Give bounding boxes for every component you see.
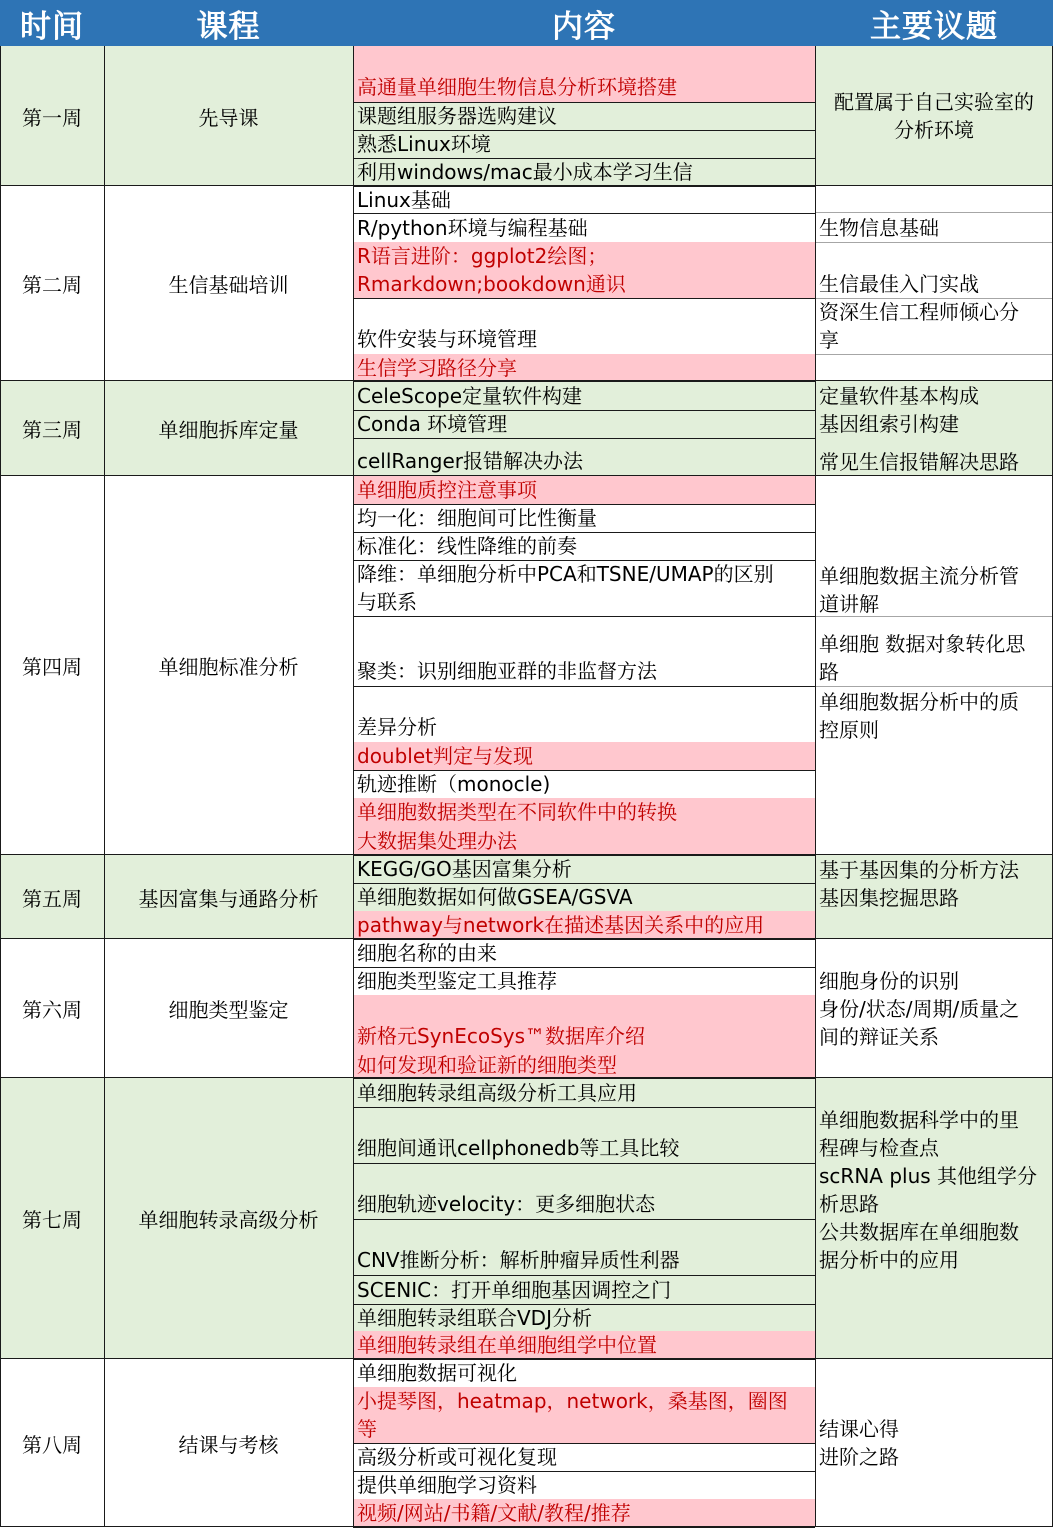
content-item: 提供单细胞学习资料 (357, 1473, 537, 1497)
content-item: Linux基础 (357, 187, 451, 212)
topic-divider (815, 298, 1053, 299)
content-row-border (353, 686, 815, 687)
topic-divider (815, 354, 1053, 355)
content-item: 高通量单细胞生物信息分析环境搭建 (357, 75, 677, 99)
content-item: 降维：单细胞分析中PCA和TSNE/UMAP的区别 与联系 (357, 562, 774, 614)
header-content: 内容 (552, 8, 616, 45)
content-item: 均一化：细胞间可比性衡量 (357, 506, 597, 530)
header-course: 课程 (196, 8, 261, 45)
content-item: 新格元SynEcoSys™数据库介绍 (357, 1024, 646, 1048)
topic-item: 单细胞数据主流分析管 道讲解 (819, 564, 1019, 616)
content-item: 利用windows/mac最小成本学习生信 (357, 160, 693, 184)
content-item: SCENIC：打开单细胞基因调控之门 (357, 1277, 672, 1302)
week-label: 第六周 (22, 998, 82, 1022)
content-item: Conda 环境管理 (357, 412, 508, 436)
content-item: 细胞轨迹velocity：更多细胞状态 (357, 1192, 656, 1216)
content-item: KEGG/GO基因富集分析 (357, 857, 572, 881)
week-label: 第五周 (22, 886, 82, 911)
content-item: pathway与network在描述基因关系中的应用 (357, 913, 765, 937)
content-item: 标准化：线性降维的前奏 (357, 534, 577, 558)
topic-item: 基因组索引构建 (819, 412, 959, 436)
content-row-border (353, 1163, 815, 1164)
content-item: 单细胞质控注意事项 (357, 478, 537, 502)
column-border (104, 46, 105, 1527)
column-border (0, 46, 1, 1527)
content-item: 单细胞数据类型在不同软件中的转换 (357, 800, 677, 824)
content-item: R语言进阶：ggplot2绘图； Rmarkdown;bookdown通识 (357, 244, 626, 296)
content-item: 单细胞数据可视化 (357, 1361, 517, 1385)
course-name: 单细胞拆库定量 (158, 418, 299, 442)
week-label: 第三周 (22, 418, 82, 442)
content-item: 软件安装与环境管理 (357, 327, 537, 351)
content-item: CeleScope定量软件构建 (357, 383, 583, 408)
topic-item: 细胞身份的识别 身份/状态/周期/质量之 间的辩证关系 (819, 969, 1020, 1049)
content-item: 单细胞转录组联合VDJ分析 (357, 1305, 592, 1330)
topic-divider (815, 242, 1053, 243)
content-item: 细胞名称的由来 (357, 941, 497, 965)
content-item: R/python环境与编程基础 (357, 215, 588, 240)
content-item: 单细胞数据如何做GSEA/GSVA (357, 885, 633, 909)
content-row-border (353, 616, 815, 617)
content-item: 轨迹推断（monocle) (357, 772, 551, 796)
content-item: 大数据集处理办法 (357, 828, 517, 853)
content-item: 课题组服务器选购建议 (357, 104, 557, 128)
course-name: 单细胞标准分析 (158, 655, 299, 679)
topic-item: 单细胞 数据对象转化思 路 (819, 632, 1026, 684)
content-item: 熟悉Linux环境 (357, 132, 491, 156)
topic-blank (815, 186, 1053, 212)
content-item: cellRanger报错解决办法 (357, 449, 584, 473)
week-label: 第八周 (22, 1432, 82, 1457)
content-item: 小提琴图，heatmap，network，桑基图，圈图 等 (357, 1389, 788, 1441)
content-item: doublet判定与发现 (357, 744, 534, 768)
week-label: 第二周 (22, 273, 82, 297)
column-border (815, 46, 816, 1527)
topic-blank (815, 476, 1053, 563)
content-row-border (353, 438, 815, 439)
topic-item: 单细胞数据科学中的里 程碑与检查点 scRNA plus 其他组学分 析思路 公共数据库在单细胞数 据分析中的应用 (819, 1108, 1038, 1272)
course-name: 先导课 (198, 105, 259, 130)
topic-item: 结课心得 进阶之路 (819, 1417, 899, 1469)
topic-blank (815, 741, 1053, 855)
header-time: 时间 (20, 8, 84, 45)
topic-divider (815, 686, 1053, 687)
week-label: 第四周 (22, 655, 82, 679)
topic-item: 配置属于自己实验室的 分析环境 (834, 90, 1034, 142)
course-name: 生信基础培训 (168, 273, 289, 297)
column-border (353, 46, 354, 1527)
topic-blank (815, 354, 1053, 381)
header-topics: 主要议题 (870, 8, 998, 45)
course-name: 单细胞转录高级分析 (138, 1208, 319, 1232)
course-name: 细胞类型鉴定 (168, 998, 289, 1022)
week-label: 第一周 (22, 105, 82, 130)
content-item: 单细胞转录组高级分析工具应用 (357, 1080, 637, 1105)
topic-divider (815, 616, 1053, 617)
topic-divider (815, 212, 1053, 213)
content-row-border (353, 1107, 815, 1108)
topic-item: 资深生信工程师倾心分 享 (819, 300, 1019, 352)
content-item: 细胞间通讯cellphonedb等工具比较 (357, 1136, 680, 1160)
topic-item: 定量软件基本构成 (819, 384, 979, 408)
topic-item: 生信最佳入门实战 (819, 272, 979, 296)
topic-item: 常见生信报错解决思路 (819, 450, 1019, 474)
topic-item: 单细胞数据分析中的质 控原则 (819, 690, 1019, 742)
content-item: CNV推断分析：解析肿瘤异质性利器 (357, 1248, 680, 1272)
content-row-border (353, 298, 815, 299)
topic-item: 生物信息基础 (819, 216, 939, 240)
content-item: 聚类：识别细胞亚群的非监督方法 (357, 659, 657, 683)
content-item: 如何发现和验证新的细胞类型 (357, 1052, 617, 1077)
content-row-border (353, 1219, 815, 1220)
course-name: 基因富集与通路分析 (138, 886, 319, 911)
content-item: 高级分析或可视化复现 (357, 1445, 557, 1469)
topic-item: 基因集挖掘思路 (819, 886, 959, 910)
content-item: 生信学习路径分享 (357, 355, 517, 380)
topic-item: 基于基因集的分析方法 (819, 858, 1019, 882)
content-item: 差异分析 (357, 715, 437, 739)
content-item: 单细胞转录组在单细胞组学中位置 (357, 1333, 657, 1357)
week-label: 第七周 (22, 1208, 82, 1232)
content-item: 视频/网站/书籍/文献/教程/推荐 (357, 1501, 631, 1525)
content-item: 细胞类型鉴定工具推荐 (357, 969, 557, 993)
course-name: 结课与考核 (178, 1432, 279, 1457)
